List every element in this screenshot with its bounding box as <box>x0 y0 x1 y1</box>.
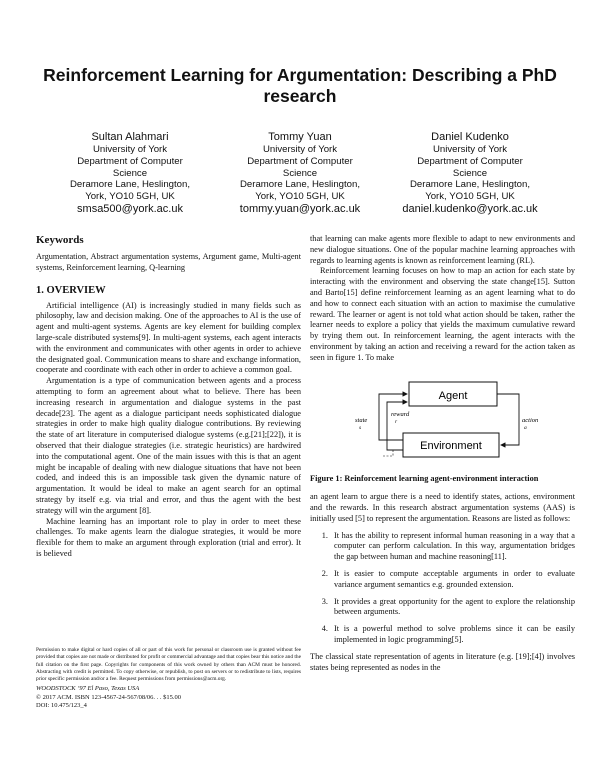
keywords-text: Argumentation, Abstract argumentation systems, Argument game, Multi-agent systems, Reinforcement learning, Q-learning <box>36 252 301 272</box>
body-paragraph: Machine learning has an important role to play in order to meet these challenges. To make agents learn the dialogue strategies, it would be more flexible for them to make an argument through exploration (trial and error). It is believed <box>36 516 301 558</box>
body-paragraph: that learning can make agents more flexible to adapt to new environments and new dialogue situations. One of the popular machine learning approaches with regards to learning agents is known as reinforcement learning (RL). <box>310 234 575 265</box>
permission-notice: Permission to make digital or hard copies of all or part of this work for personal or classroom use is granted without fee provided that copies are not made or distributed for profit or commercial advantage and that copies bear this notice and the full citation on the first page. Copyrights for components of this work owned by others than ACM must be honored. Abstracting with credit is permitted. To copy otherwise, or republish, to post on servers or to redistribute to lists, requires prior specific permission and/or a fee. Request permissions from permissions@acm.org. <box>36 647 301 683</box>
state-label: state <box>354 416 367 424</box>
reasons-list <box>310 531 575 646</box>
author-block-1 <box>45 130 215 216</box>
author-affiliation-line: University of York <box>92 144 168 155</box>
left-column <box>36 234 301 560</box>
right-column <box>310 234 575 673</box>
body-paragraph: Reinforcement learning focuses on how to map an action for each state by interacting with the environment and observing the state change[15]. Sutton and Barto[15] define reinforcement learning as an agent learning what to do and how to connect each situation with an action to maximise the cumulative reward. The learner or agent is not told what action should be taken, rather the learner needs to explore a policy that yields the maximum cumulative reward by trying them out. In reinforcement learning, the agent interacts with the environment by taking an action and receiving a reward for the action taken as seen in figure 1. To make <box>310 266 575 362</box>
author-affiliation-line: Department of Computer <box>417 155 523 167</box>
author-name: Tommy Yuan <box>268 131 332 143</box>
author-affiliation-line: York, YO10 5GH, UK <box>255 191 345 203</box>
author-name: Sultan Alahmari <box>91 131 169 143</box>
doi-line[interactable]: DOI: 10.475/123_4 <box>36 702 87 710</box>
rl-diagram-svg <box>343 370 543 470</box>
body-paragraph: Argumentation is a type of communication between agents and a process attempting to form an agreement about what to believe. There has been increasing research in argumentation and dialogue systems in the past decade[23]. The agent as a dialogue participant needs sophisticated dialogue strategies in order to make high quality dialogue contributions. By reviewing the state of art literature in computerised dialogue systems (e.g.[21];[22]), it is observed that their dialogue strategies (i.e. strategic heuristics) are hardwired into the computational agent. One of the main issues with this is that an agent might be incapable of dealing with new dialogue situations that have not been coded, and indeed this is an impossible task given the dynamic nature of argumentation. It would be ideal to make an agent search for an optimal strategy by itself e.g. via trial and error, and thus the agent with the best strategy will win the argument [8]. <box>36 376 301 515</box>
author-affiliation-line: Department of Computer <box>247 155 353 167</box>
author-block-3 <box>385 130 555 216</box>
body-paragraph: Artificial intelligence (AI) is increasingly studied in many fields such as philosophy, law and decision making. One of the approaches to AI is the use of agent and multi-agent systems. Agents are key element for building complex large-scale distributed systems[9]. In multi-agent systems, each agent interacts with the environment and communicates with other agents in order to achieve the designated goal. Communication means to share and exchange information, cooperate and coordinate with each other in order to achieve a common goal. <box>36 300 301 375</box>
state-subscript: s <box>358 424 361 431</box>
author-affiliation-line: Department of Computer <box>77 155 183 167</box>
body-paragraph: an agent learn to argue there is a need to identify states, actions, environment and the rewards. In this research abstract argumentation systems (AAS) is initially used [5] to represent the argumentation. Reasons are listed as follows: <box>310 492 575 523</box>
body-paragraph: The classical state representation of agents in literature (e.g. [19];[4]) involves states being represented as nodes in the <box>310 651 575 672</box>
next-state-dashed-line <box>383 450 393 456</box>
author-affiliation-line: Science <box>112 167 148 179</box>
reward-label: reward <box>390 410 409 418</box>
copyright-line: © 2017 ACM. ISBN 123-4567-24-567/08/06. . . $15.00 <box>36 693 182 701</box>
action-arrow <box>497 394 519 445</box>
footnote-block <box>36 647 301 711</box>
author-block-2 <box>215 130 385 216</box>
author-affiliation-line: York, YO10 5GH, UK <box>85 191 175 203</box>
author-email[interactable]: daniel.kudenko@york.ac.uk <box>402 202 538 215</box>
author-affiliation-line: Deramore Lane, Heslington, <box>70 179 190 191</box>
author-affiliation-line: Deramore Lane, Heslington, <box>240 179 360 191</box>
figure-caption: Figure 1: Reinforcement learning agent-environment interaction <box>310 473 539 483</box>
author-affiliation-line: University of York <box>262 144 338 155</box>
action-subscript: a <box>523 424 527 431</box>
author-email[interactable]: tommy.yuan@york.ac.uk <box>239 202 361 215</box>
paper-title: Reinforcement Learning for Argumentation: Describing a PhD research <box>43 65 557 106</box>
reward-subscript: r <box>394 418 397 425</box>
section-heading-overview: 1. OVERVIEW <box>36 284 106 296</box>
author-email[interactable]: smsa500@york.ac.uk <box>77 202 183 215</box>
action-label: action <box>521 416 538 424</box>
author-affiliation-line: University of York <box>432 144 508 155</box>
keywords-heading: Keywords <box>36 234 84 246</box>
list-item: 1. It has the ability to represent informal human reasoning in a way that a computer can perform calculation. In this way, argumentation bridges the gap between human and machine reasoning[11]. <box>330 531 575 563</box>
author-affiliation-line: Science <box>282 167 318 179</box>
environment-label: Environment <box>419 439 482 452</box>
author-affiliation-line: Science <box>452 167 488 179</box>
conference-line: WOODSTOCK ’97 El Paso, Texas USA <box>36 685 140 693</box>
agent-label: Agent <box>438 389 467 402</box>
author-affiliation-line: Deramore Lane, Heslington, <box>410 179 530 191</box>
author-affiliation-line: York, YO10 5GH, UK <box>425 191 515 203</box>
rl-diagram <box>343 370 543 470</box>
author-name: Daniel Kudenko <box>431 131 509 143</box>
list-item: 4. It is a powerful method to solve problems since it can be easily implemented in logic programming[5]. <box>330 624 575 646</box>
list-item: 3. It provides a great opportunity for the agent to explore the relationship between arguments. <box>330 597 575 619</box>
list-item: 2. It is easier to compute acceptable arguments in order to evaluate variance argument semantics e.g. grounded extension. <box>330 569 575 591</box>
